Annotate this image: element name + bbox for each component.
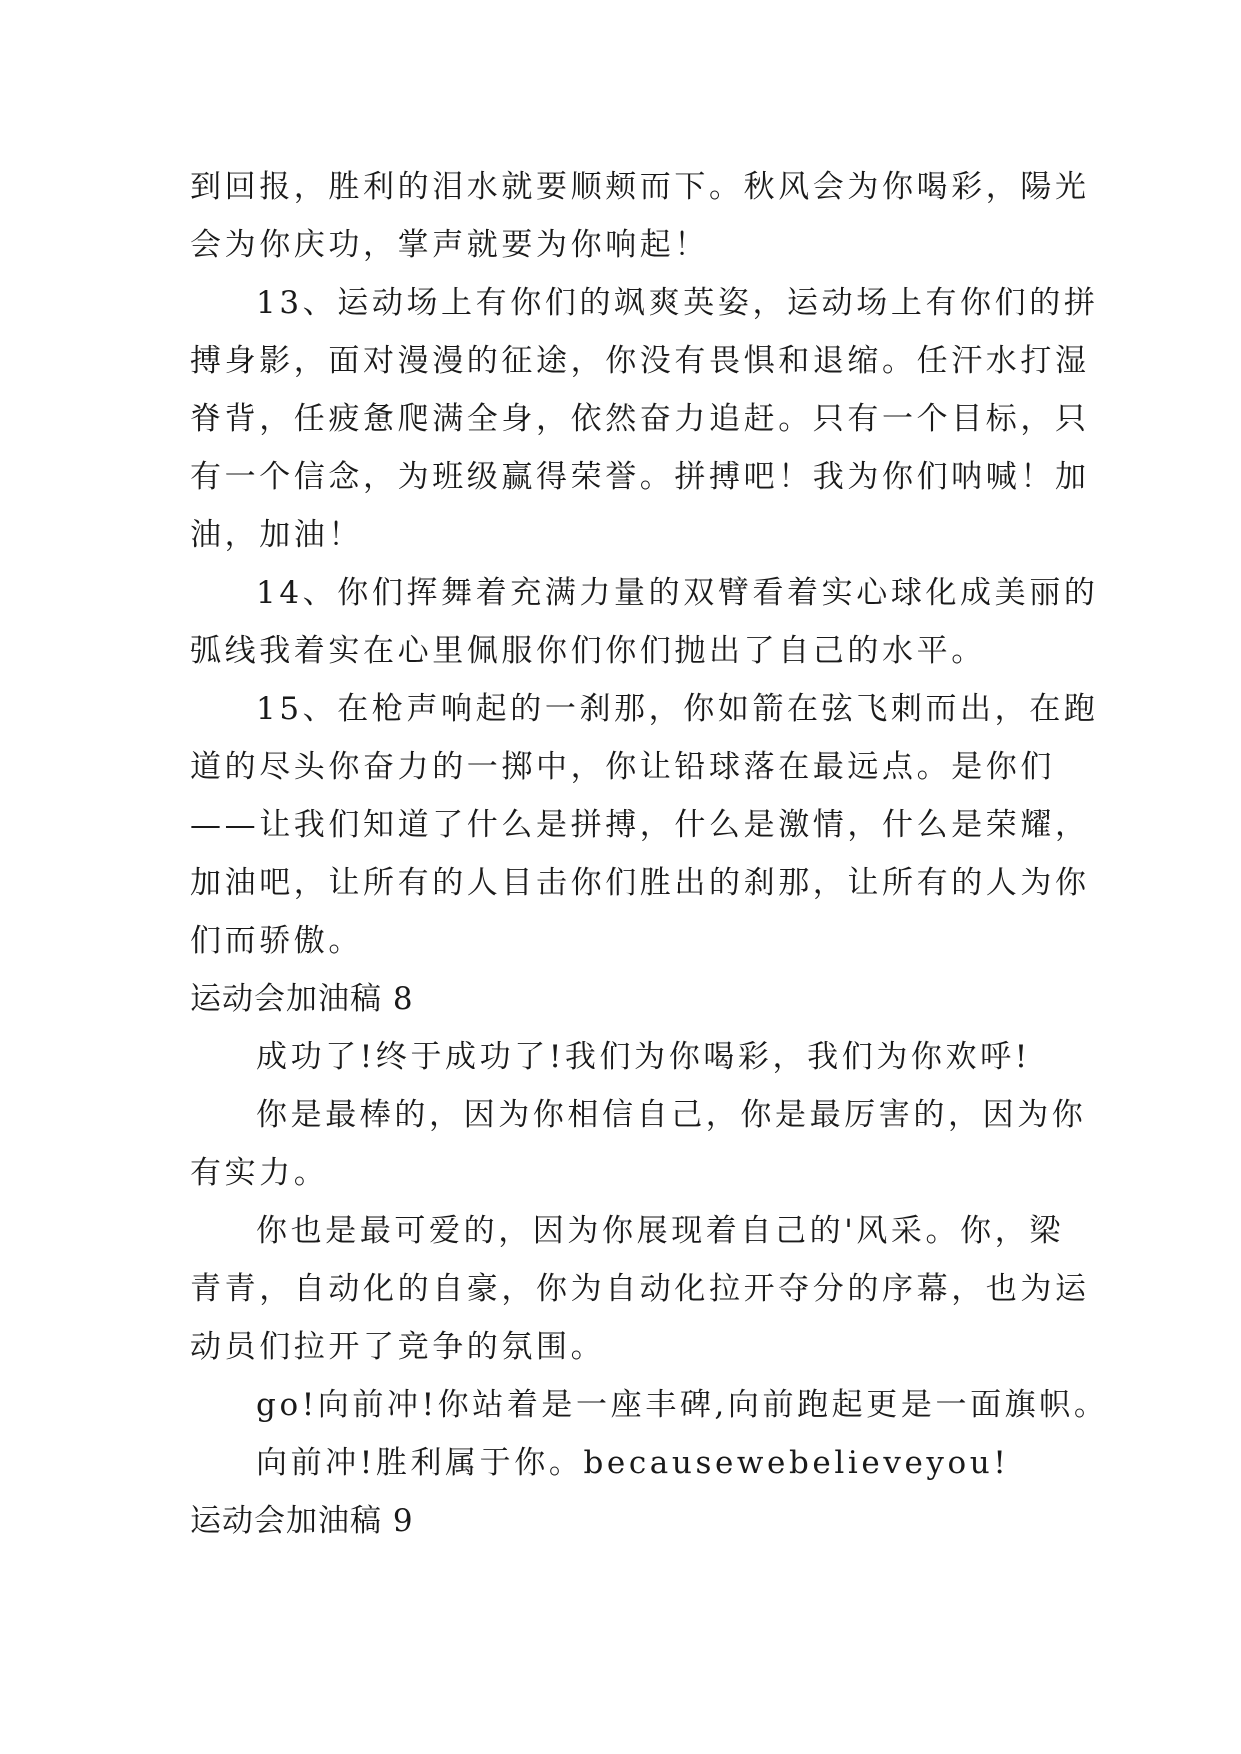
paragraph-line: 加油吧，让所有的人目击你们胜出的刹那，让所有的人为你 (190, 865, 1090, 901)
paragraph-line: 14、你们挥舞着充满力量的双臂看着实心球化成美丽的 (256, 575, 1099, 611)
paragraph-line: 会为你庆功，掌声就要为你响起！ (190, 227, 709, 263)
paragraph-line: 道的尽头你奋力的一掷中，你让铅球落在最远点。是你们 (190, 749, 1055, 785)
paragraph-line: ——让我们知道了什么是拼搏，什么是激情，什么是荣耀， (190, 807, 1090, 843)
document-body (190, 158, 1109, 1550)
paragraph-line: 你是最棒的，因为你相信自己，你是最厉害的，因为你 (256, 1097, 1087, 1133)
paragraph-line: 向前冲!胜利属于你。becausewebelieveyou! (256, 1445, 1010, 1481)
section-heading: 运动会加油稿 8 (190, 981, 414, 1017)
paragraph-line: 15、在枪声响起的一刹那，你如箭在弦飞刺而出，在跑 (256, 691, 1099, 727)
paragraph-line: 成功了!终于成功了!我们为你喝彩，我们为你欢呼! (256, 1039, 1031, 1075)
paragraph-line: 们而骄傲。 (190, 923, 363, 959)
paragraph-line: 你也是最可爱的，因为你展现着自己的'风采。你，梁 (256, 1213, 1064, 1249)
paragraph-line: 搏身影，面对漫漫的征途，你没有畏惧和退缩。任汗水打湿 (190, 343, 1090, 379)
paragraph-line: 脊背，任疲惫爬满全身，依然奋力追赶。只有一个目标，只 (190, 401, 1090, 437)
section-heading: 运动会加油稿 9 (190, 1503, 414, 1539)
paragraph-line: 有实力。 (190, 1155, 329, 1191)
paragraph-line: go!向前冲!你站着是一座丰碑,向前跑起更是一面旗帜。 (256, 1387, 1109, 1423)
paragraph-line: 到回报，胜利的泪水就要顺颊而下。秋风会为你喝彩，陽光 (190, 169, 1090, 205)
paragraph-line: 13、运动场上有你们的飒爽英姿，运动场上有你们的拼 (256, 285, 1099, 321)
paragraph-line: 青青，自动化的自豪，你为自动化拉开夺分的序幕，也为运 (190, 1271, 1090, 1307)
paragraph-line: 弧线我着实在心里佩服你们你们抛出了自己的水平。 (190, 633, 986, 669)
paragraph-line: 油，加油！ (190, 517, 363, 553)
paragraph-line: 动员们拉开了竞争的氛围。 (190, 1329, 606, 1365)
paragraph-line: 有一个信念，为班级赢得荣誉。拼搏吧！我为你们呐喊！加 (190, 459, 1090, 495)
